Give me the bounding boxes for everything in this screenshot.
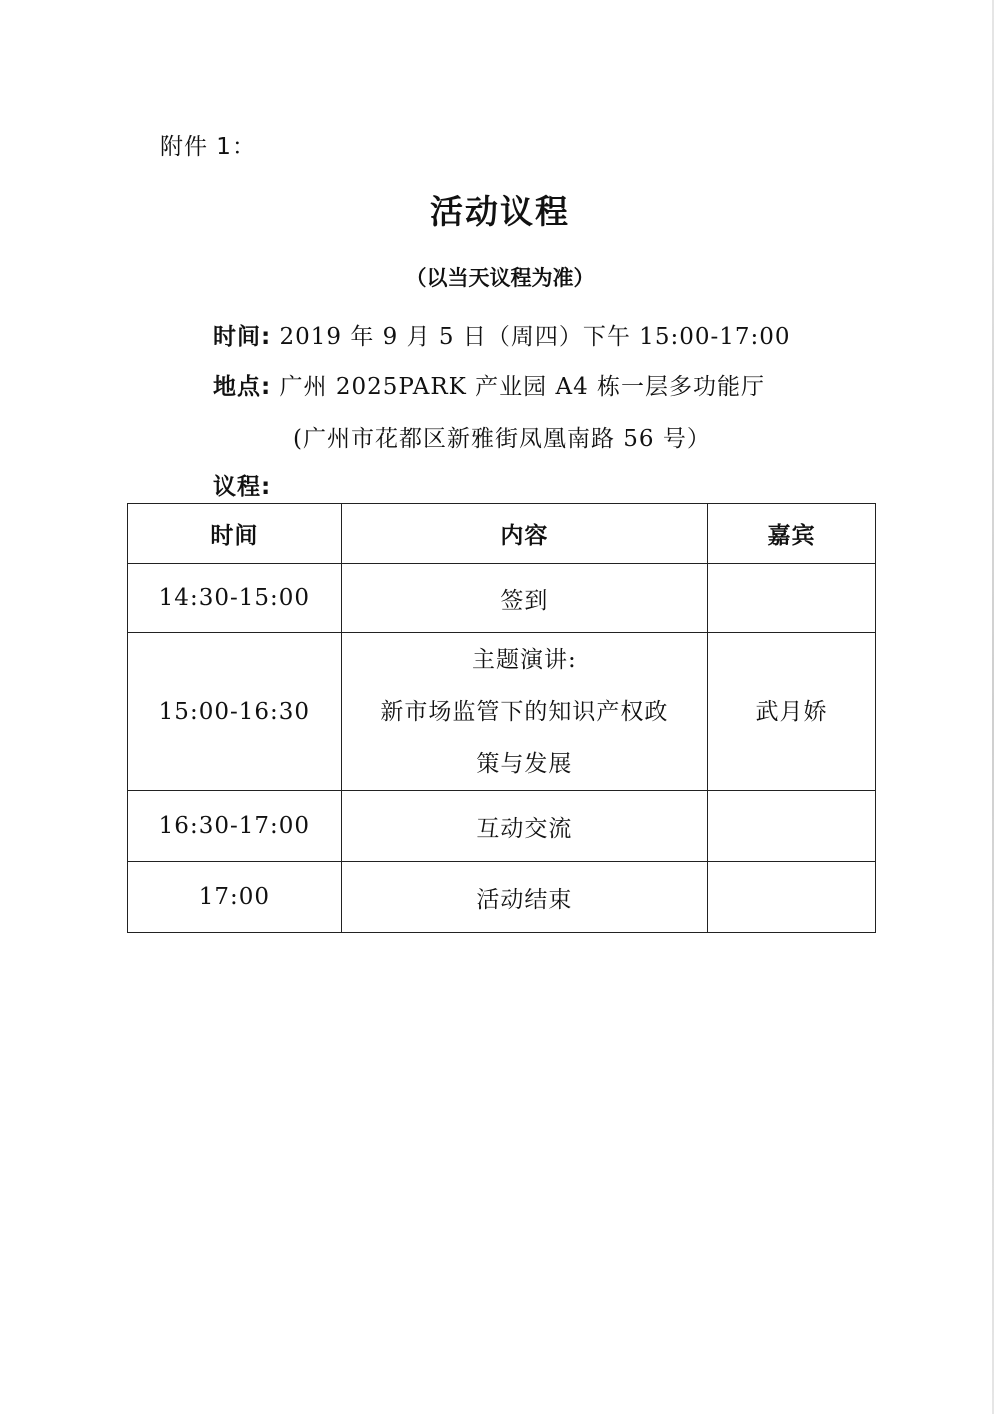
header-time: 时间 xyxy=(128,504,342,564)
table-header-row xyxy=(128,504,876,564)
event-place-line xyxy=(213,368,765,401)
row-guest xyxy=(708,791,876,862)
agenda-table xyxy=(127,503,876,933)
table-row xyxy=(128,791,876,862)
row-content-line: 策与发展 xyxy=(476,750,573,777)
event-time-line xyxy=(213,318,791,351)
agenda-label: 议程: xyxy=(213,474,272,500)
page-subtitle: （以当天议程为准） xyxy=(405,266,595,290)
row-guest xyxy=(708,564,876,633)
row-content xyxy=(341,862,707,933)
row-content-line: 互动交流 xyxy=(476,815,573,842)
row-content-line: 主题演讲: xyxy=(472,646,577,673)
agenda-label-line xyxy=(213,468,271,501)
row-content-line: 签到 xyxy=(500,587,549,614)
place-value: 广州 2025PARK 产业园 A4 栋一层多功能厅 xyxy=(279,374,766,400)
table-row xyxy=(128,633,876,791)
row-content xyxy=(341,564,707,633)
row-guest: 武月娇 xyxy=(708,633,876,791)
page-title: 活动议程 xyxy=(430,192,570,231)
table-row xyxy=(128,564,876,633)
row-content-line: 新市场监管下的知识产权政 xyxy=(380,698,669,725)
row-time: 17:00 xyxy=(128,862,342,933)
row-content xyxy=(341,791,707,862)
place-label: 地点: xyxy=(213,374,272,400)
time-label: 时间: xyxy=(213,324,272,350)
row-time: 14:30-15:00 xyxy=(128,564,342,633)
row-content xyxy=(341,633,707,791)
attachment-label: 附件 1： xyxy=(160,134,256,160)
row-content-line: 活动结束 xyxy=(476,886,573,913)
header-guest: 嘉宾 xyxy=(708,504,876,564)
row-guest xyxy=(708,862,876,933)
row-time: 15:00-16:30 xyxy=(128,633,342,791)
time-value: 2019 年 9 月 5 日（周四）下午 15:00-17:00 xyxy=(279,324,791,350)
row-time: 16:30-17:00 xyxy=(128,791,342,862)
event-address: (广州市花都区新雅街凤凰南路 56 号） xyxy=(293,426,711,452)
header-content: 内容 xyxy=(341,504,707,564)
table-row xyxy=(128,862,876,933)
